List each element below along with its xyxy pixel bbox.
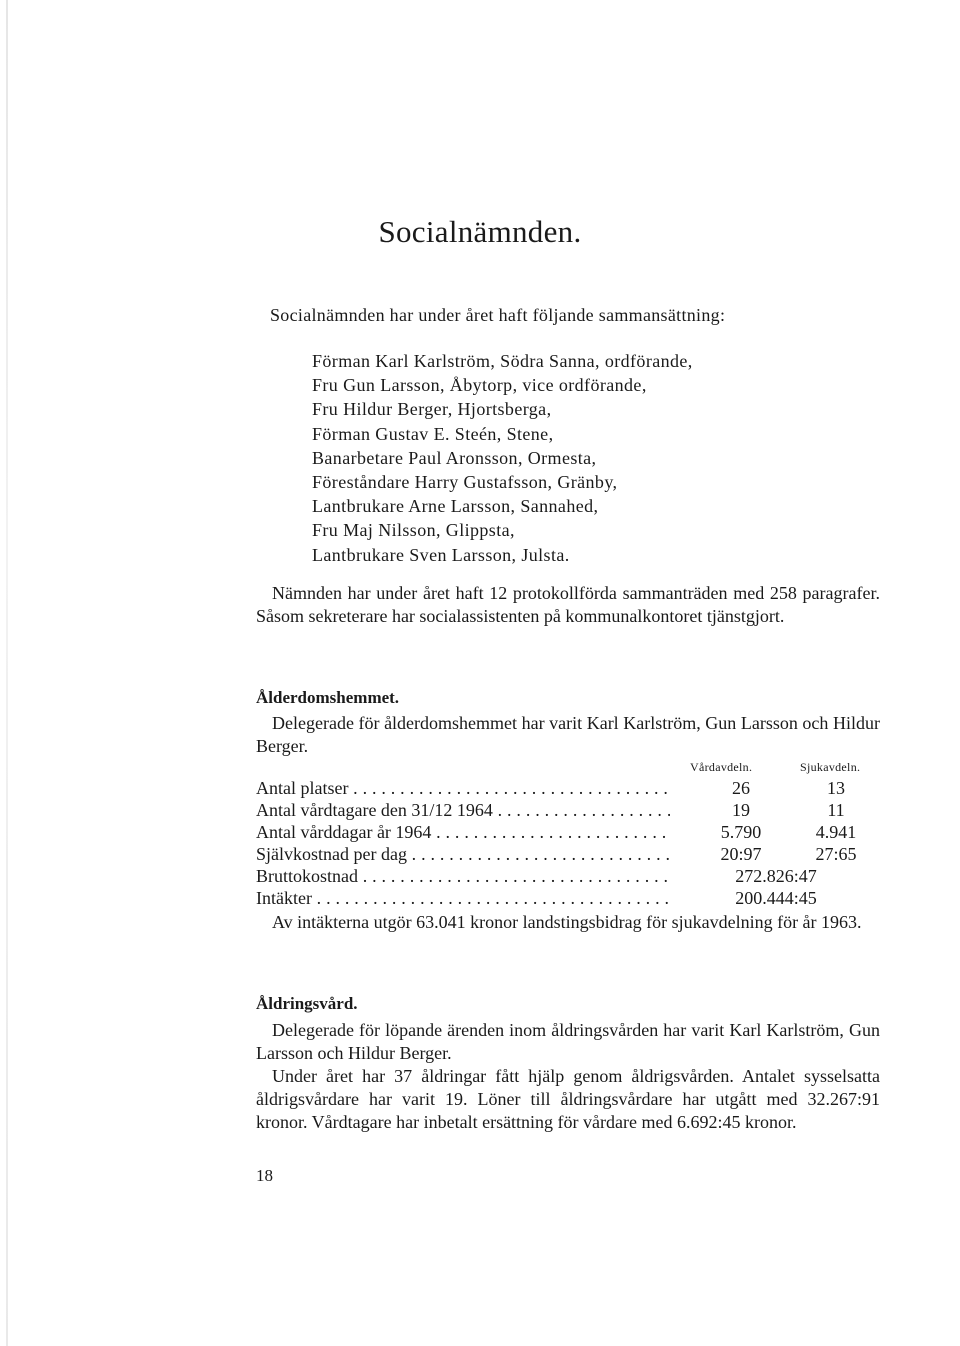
- page-title: Socialnämnden.: [378, 214, 582, 249]
- sjuk-value: 11: [827, 800, 845, 820]
- member-line: Banarbetare Paul Aronsson, Ormesta,: [312, 447, 597, 468]
- member-line: Fru Gun Larsson, Åbytorp, vice ordförande,: [312, 375, 647, 396]
- vard-value: 5.790: [720, 822, 762, 842]
- delegates-paragraph: Delegerade för ålderdomshemmet har varit Karl Karlström, Gun Larsson och Hildur Berger.: [256, 713, 880, 756]
- statistics-table: [256, 777, 876, 909]
- sjuk-value: 13: [827, 778, 845, 798]
- vard-value: 26: [732, 778, 750, 798]
- section-heading-aldringsvard: Åldringsvård.: [256, 994, 358, 1013]
- sjuk-value: 4.941: [815, 822, 857, 842]
- intro-text: Socialnämnden har under året haft följande sammansättning:: [270, 305, 726, 325]
- column-header-sjukavdeln: Sjukavdeln.: [800, 760, 861, 774]
- brutto-value: 272.826:47: [735, 866, 817, 886]
- table-row: [256, 843, 876, 865]
- table-row-intakter: [256, 887, 876, 909]
- vard-value: 20:97: [720, 844, 762, 864]
- row-label: Antal vårddagar år 1964 . . .: [256, 821, 670, 843]
- income-note-paragraph: Av intäkterna utgör 63.041 kronor landstingsbidrag för sjukavdelning för år 1963.: [272, 912, 862, 932]
- member-line: Föreståndare Harry Gustafsson, Gränby,: [312, 472, 618, 493]
- row-label: Intäkter . . .: [256, 887, 670, 909]
- member-line: Fru Hildur Berger, Hjortsberga,: [312, 399, 552, 420]
- member-line: Förman Karl Karlström, Södra Sanna, ordförande,: [312, 351, 693, 371]
- vard-value: 19: [732, 800, 750, 820]
- table-row: [256, 799, 876, 821]
- page-number: 18: [256, 1166, 273, 1185]
- member-line: Fru Maj Nilsson, Glippsta,: [312, 520, 515, 541]
- table-row-bruttokostnad: [256, 865, 876, 887]
- table-row: [256, 821, 876, 843]
- intakter-value: 200.444:45: [735, 888, 817, 908]
- member-line: Förman Gustav E. Steén, Stene,: [312, 423, 554, 444]
- column-header-vardavdeln: Vårdavdeln.: [690, 760, 753, 774]
- meetings-paragraph: Nämnden har under året haft 12 protokollförda sammanträden med 258 paragrafer. Såsom sekreterare har socialassistenten på kommunalkontoret tjänstgjort.: [256, 583, 880, 626]
- sjuk-value: 27:65: [815, 844, 857, 864]
- row-label: Antal vårdtagare den 31/12 1964 . . .: [256, 799, 670, 821]
- member-line: Lantbrukare Sven Larsson, Julsta.: [312, 544, 570, 565]
- member-line: Lantbrukare Arne Larsson, Sannahed,: [312, 496, 599, 517]
- row-label: Självkostnad per dag . . .: [256, 843, 670, 865]
- aldringsvard-delegates-paragraph: Delegerade för löpande ärenden inom åldringsvården har varit Karl Karlström, Gun Larsson och Hildur Berger.: [256, 1020, 880, 1063]
- row-label: Bruttokostnad . . .: [256, 865, 670, 887]
- table-row: [256, 777, 876, 799]
- aldringsvard-details-paragraph: Under året har 37 åldringar fått hjälp genom åldrigsvården. Antalet sysselsatta åldrigsvårdare har varit 19. Löner till åldringsvårdare har utgått med 32.267:91 kronor. Vårdtagare har inbetalt ersättning för vårdare med 6.692:45 kronor.: [256, 1066, 880, 1132]
- member-list: [312, 349, 693, 567]
- row-label: Antal platser . . .: [256, 777, 670, 799]
- section-heading-alderdomshemmet: Ålderdomshemmet.: [256, 688, 400, 707]
